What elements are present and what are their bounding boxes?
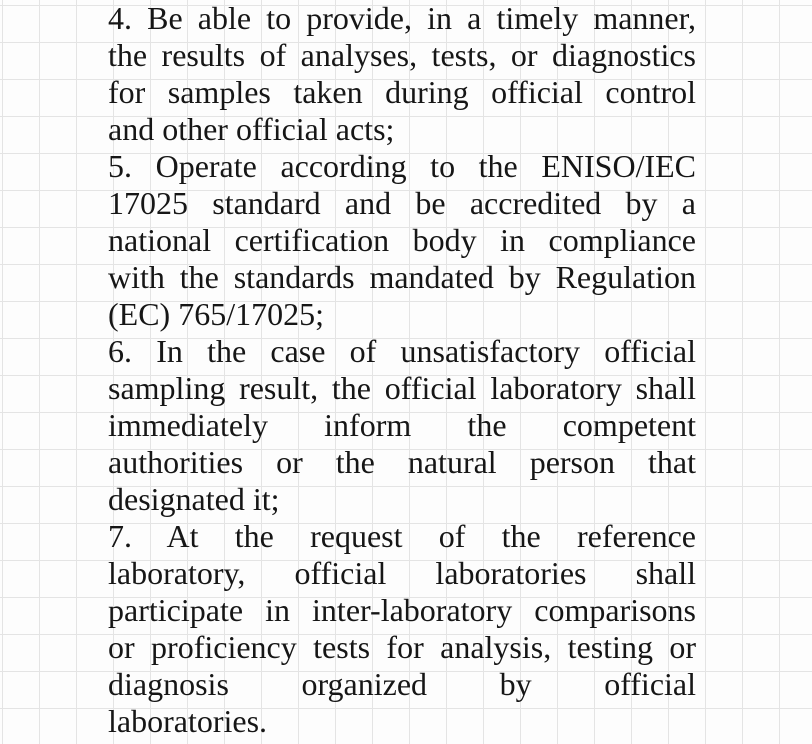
- text-line: designated it;: [108, 481, 280, 517]
- text-line: 7. At the request of the reference: [108, 518, 696, 554]
- text-line: or proficiency tests for analysis, testing or: [108, 629, 696, 665]
- text-line: and other official acts;: [108, 111, 395, 147]
- text-line: diagnosis organized by official: [108, 666, 696, 702]
- text-line: 17025 standard and be accredited by a: [108, 185, 696, 221]
- text-line: participate in inter-laboratory comparisons: [108, 592, 696, 628]
- text-line: for samples taken during official control: [108, 74, 696, 110]
- text-line: sampling result, the official laboratory shall: [108, 370, 696, 406]
- text-line: the results of analyses, tests, or diagnostics: [108, 37, 696, 73]
- text-line: 6. In the case of unsatisfactory official: [108, 333, 696, 369]
- text-line: immediately inform the competent: [108, 407, 696, 443]
- text-line: laboratories.: [108, 703, 268, 739]
- text-line: 5. Operate according to the ENISO/IEC: [108, 148, 696, 184]
- text-line: laboratory, official laboratories shall: [108, 555, 696, 591]
- text-line: 4. Be able to provide, in a timely manner,: [108, 0, 696, 36]
- text-line: (EC) 765/17025;: [108, 296, 324, 332]
- text-line: national certification body in compliance: [108, 222, 696, 258]
- document-text: [108, 0, 696, 740]
- text-line: with the standards mandated by Regulation: [108, 259, 696, 295]
- text-line: authorities or the natural person that: [108, 444, 696, 480]
